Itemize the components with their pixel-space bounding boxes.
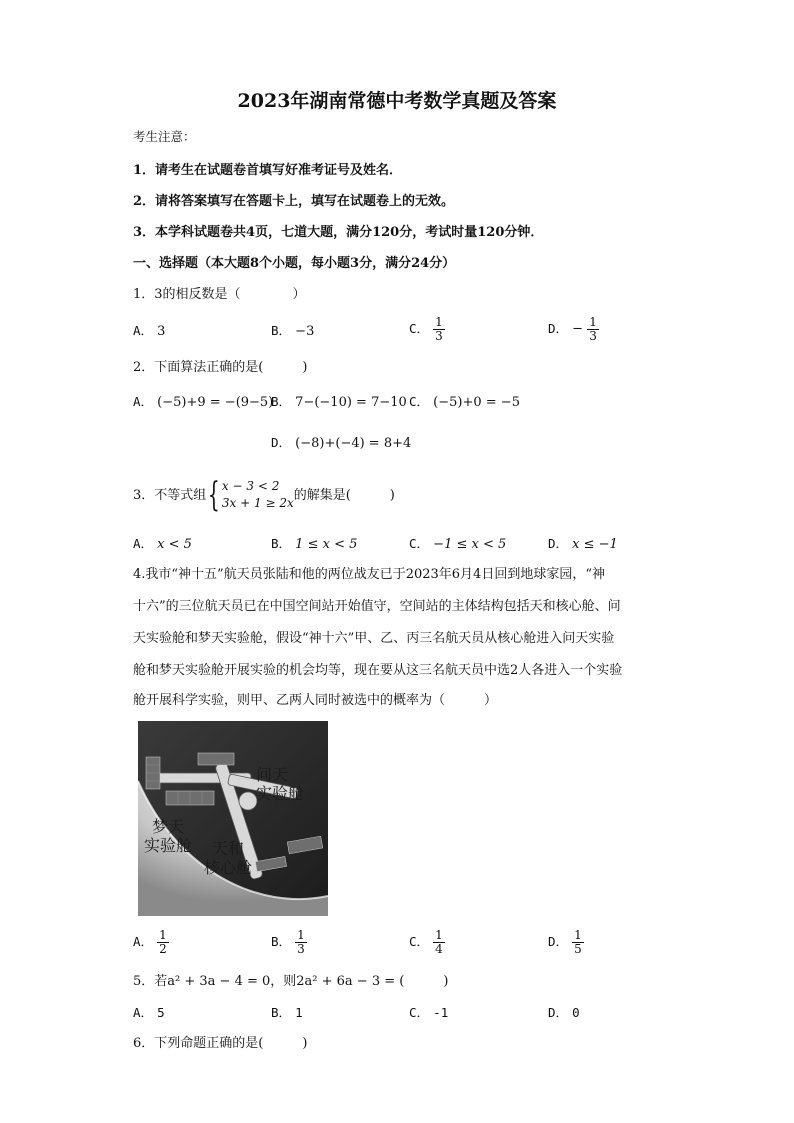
q5-option-a — [133, 1007, 165, 1020]
option-value: -1 — [433, 1005, 449, 1020]
numerator: 1 — [297, 928, 305, 942]
option-label: A． — [133, 394, 154, 409]
option-value: 7−(−10) = 7−10 — [295, 395, 407, 410]
option-label: B． — [271, 1005, 292, 1020]
option-label: A． — [133, 1005, 154, 1020]
q4-line-3: 天实验舱和梦天实验舱，假设“神十六”甲、乙、丙三名航天员从核心舱进入问天实验 — [133, 631, 615, 646]
q3-option-d — [548, 538, 618, 551]
stem-prefix: 3．不等式组 — [133, 487, 207, 503]
q4-line-4: 舱和梦天实验舱开展实验的机会均等，现在要从这三名航天员中选2人各进入一个实验 — [133, 663, 623, 678]
option-value: 5 — [157, 1005, 165, 1020]
question-5-stem: 5．若a² + 3a − 4 = 0，则2a² + 6a − 3 = ( ) — [133, 974, 449, 989]
label-line: 天和 — [212, 839, 245, 858]
numerator: 1 — [435, 928, 443, 942]
option-value: 1 ≤ x < 5 — [295, 537, 358, 552]
option-label: C． — [409, 933, 430, 949]
label-line: 核心舱 — [204, 858, 253, 878]
option-value: (−8)+(−4) = 8+4 — [295, 436, 412, 451]
denominator: 5 — [574, 941, 582, 956]
question-6-stem: 6．下列命题正确的是( ) — [133, 1036, 308, 1051]
q2-option-a — [133, 396, 273, 409]
denominator: 3 — [589, 328, 597, 343]
mengtian-label — [144, 817, 193, 856]
inequality-system — [222, 478, 294, 513]
q2-option-b — [271, 396, 407, 409]
notice-item-1: 1．请考生在试题卷首填写好准考证号及姓名． — [133, 163, 403, 178]
label-line: 实验舱 — [144, 836, 193, 856]
inequality-1: x − 3 < 2 — [221, 479, 280, 493]
minus-sign: − — [572, 321, 584, 337]
option-label: B． — [271, 536, 292, 551]
label-line: 问天 — [256, 765, 289, 784]
question-1-stem: 1．3的相反数是（ ） — [133, 287, 306, 302]
q5-option-d — [548, 1007, 580, 1020]
numerator: 1 — [574, 928, 582, 942]
stem-suffix: 的解集是( ) — [293, 487, 395, 503]
notice-item-2: 2．请将答案填写在答题卡上，填写在试题卷上的无效。 — [133, 194, 455, 209]
q4-option-d — [548, 929, 584, 955]
option-label: C． — [409, 320, 430, 336]
option-value: 0 — [572, 1005, 580, 1020]
question-3-stem — [133, 475, 395, 516]
option-value: 3 — [157, 324, 166, 339]
option-label: B． — [271, 933, 292, 949]
q3-option-b — [271, 538, 357, 551]
denominator: 4 — [435, 941, 443, 956]
option-label: D． — [271, 435, 292, 450]
q4-option-c — [409, 929, 445, 955]
option-label: C． — [409, 394, 430, 409]
fraction — [157, 929, 169, 955]
fraction — [295, 929, 307, 955]
q4-line-5: 舱开展科学实验，则甲、乙两人同时被选中的概率为（ ） — [133, 693, 498, 708]
notice-item-3: 3．本学科试题卷共4页，七道大题，满分120分，考试时量120分钟． — [133, 225, 544, 240]
q4-line-1: 4.我市“神十五”航天员张陆和他的两位战友已于2023年6月4日回到地球家园，“神 — [133, 567, 605, 582]
label-line: 实验舱 — [256, 784, 305, 804]
q1-option-c — [409, 316, 445, 342]
q1-option-a — [133, 325, 165, 338]
numerator: 1 — [159, 928, 167, 942]
section-heading: 一、选择题（本大题8个小题，每小题3分，满分24分） — [133, 256, 456, 271]
q5-option-c — [409, 1007, 448, 1020]
q4-option-a — [133, 929, 169, 955]
q1-option-b — [271, 325, 314, 338]
q1-option-d — [548, 316, 599, 342]
question-2-stem: 2．下面算法正确的是( ) — [133, 360, 308, 375]
option-value: −3 — [295, 324, 315, 339]
option-label: D． — [548, 933, 569, 949]
option-label: D． — [548, 536, 569, 551]
option-value: 1 — [295, 1005, 303, 1020]
fraction — [572, 929, 584, 955]
option-value: −1 ≤ x < 5 — [433, 537, 507, 552]
denominator: 3 — [435, 328, 443, 343]
page-title: 2023年湖南常德中考数学真题及答案 — [237, 90, 557, 112]
option-label: B． — [271, 394, 292, 409]
q4-line-2: 十六”的三位航天员已在中国空间站开始值守，空间站的主体结构包括天和核心舱、问 — [133, 599, 621, 614]
q3-option-a — [133, 538, 192, 551]
fraction — [433, 929, 445, 955]
option-label: C． — [409, 1005, 430, 1020]
numerator: 1 — [589, 315, 597, 329]
brace-icon: { — [208, 475, 221, 516]
space-station-photo — [138, 721, 328, 916]
q3-option-c — [409, 538, 506, 551]
tianhe-label — [204, 839, 252, 877]
numerator: 1 — [435, 315, 443, 329]
option-value: (−5)+9 = −(9−5) — [157, 395, 274, 410]
option-value: x ≤ −1 — [572, 537, 618, 552]
notice-heading: 考生注意： — [133, 129, 196, 144]
label-line: 梦天 — [152, 817, 185, 836]
q5-option-b — [271, 1007, 303, 1020]
option-label: A． — [133, 933, 154, 949]
fraction — [587, 316, 599, 342]
inequality-2: 3x + 1 ≥ 2x — [221, 496, 294, 511]
q2-option-c — [409, 396, 520, 409]
denominator: 3 — [297, 941, 305, 956]
option-label: D． — [548, 320, 569, 336]
option-value: x < 5 — [157, 537, 192, 552]
wentian-label — [256, 765, 304, 803]
fraction — [433, 316, 445, 342]
option-label: C． — [409, 536, 430, 551]
option-label: A． — [133, 323, 154, 338]
option-label: B． — [271, 323, 292, 338]
option-label: D． — [548, 1005, 569, 1020]
denominator: 2 — [159, 941, 167, 956]
option-label: A． — [133, 536, 154, 551]
option-value: (−5)+0 = −5 — [433, 395, 520, 410]
q2-option-d — [271, 437, 411, 450]
q4-option-b — [271, 929, 307, 955]
